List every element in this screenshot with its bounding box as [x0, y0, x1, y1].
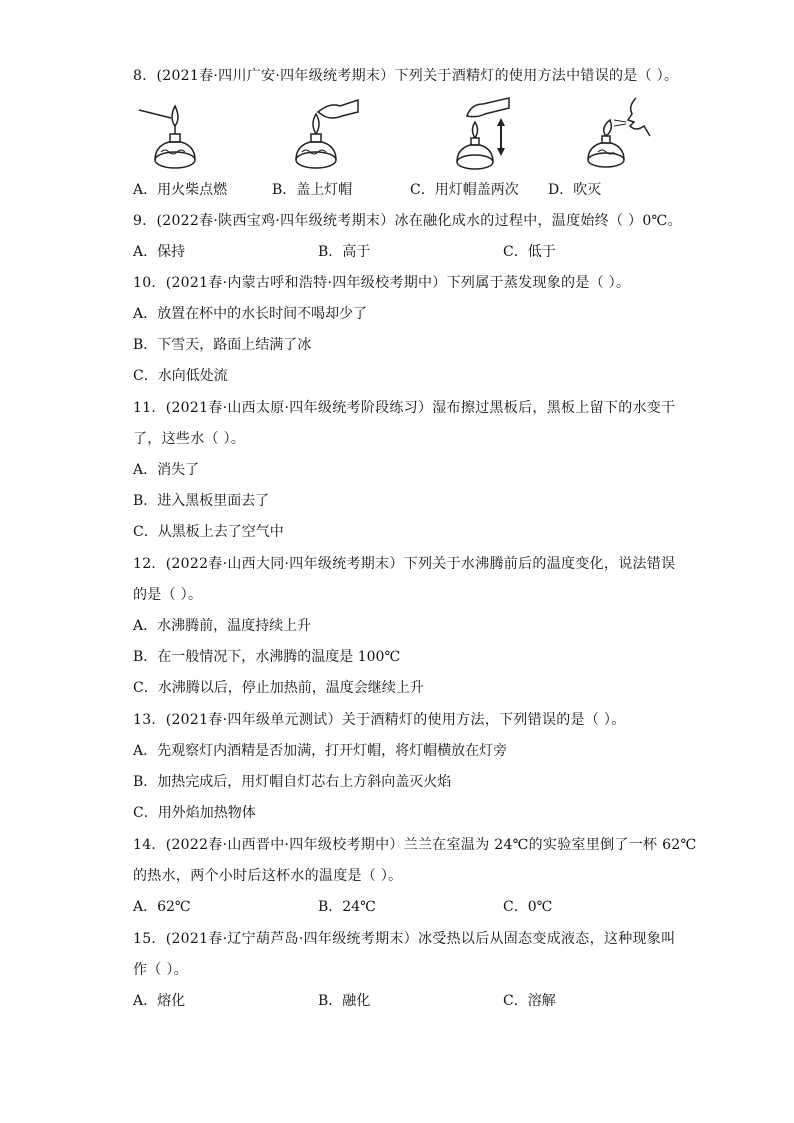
q9-stem-line-1: 9．(2022春·陕西宝鸡·四年级统考期末）冰在融化成水的过程中，温度始终（ ）0℃。	[133, 213, 682, 229]
q10-option-a: A．放置在杯中的水长时间不喝却少了	[133, 306, 368, 322]
q14-option-a: A．62℃	[133, 899, 191, 915]
q8-option-d: D．吹灭	[548, 182, 602, 198]
q14-option-c: C．0℃	[503, 899, 553, 915]
q13-option-c: C．用外焰加热物体	[133, 805, 256, 821]
alcohol-lamp-match-lit-icon	[135, 96, 215, 176]
q8-option-a: A．用火柴点燃	[133, 182, 228, 198]
q10-stem-line-1: 10．(2021春·内蒙古呼和浩特·四年级校考期中）下列属于蒸发现象的是（ ）。	[133, 275, 631, 291]
q8-stem-line-1: 8．(2021春·四川广安·四年级统考期末）下列关于酒精灯的使用方法中错误的是（ ）。	[133, 68, 679, 84]
alcohol-lamp-blow-out-icon	[580, 96, 660, 176]
q8-option-c: C．用灯帽盖两次	[410, 182, 519, 198]
q8-option-b: B．盖上灯帽	[272, 182, 353, 198]
q8-figures	[130, 96, 650, 176]
q10-option-c: C．水向低处流	[133, 368, 228, 384]
q11-option-b: B．进入黑板里面去了	[133, 493, 270, 509]
q10-option-b: B．下雪天，路面上结满了冰	[133, 337, 312, 353]
q15-stem-line-1: 15．(2021春·辽宁葫芦岛·四年级统考期末）冰受热以后从固态变成液态，这种现象叫	[133, 931, 676, 947]
q11-option-c: C．从黑板上去了空气中	[133, 524, 284, 540]
q14-option-b: B．24℃	[318, 899, 376, 915]
q12-option-c: C．水沸腾以后，停止加热前，温度会继续上升	[133, 680, 424, 696]
q13-stem-line-1: 13．(2021春·四年级单元测试）关于酒精灯的使用方法，下列错误的是（ ）。	[133, 712, 626, 728]
q13-option-a: A．先观察灯内酒精是否加满，打开灯帽，将灯帽横放在灯旁	[133, 743, 508, 759]
q9-option-b: B．高于	[318, 244, 371, 260]
q12-option-b: B．在一般情况下，水沸腾的温度是 100℃	[133, 649, 401, 665]
q12-stem-line-2: 的是（ ）。	[133, 587, 203, 603]
alcohol-lamp-cap-twice-icon	[445, 96, 525, 176]
q15-option-b: B．融化	[318, 993, 371, 1009]
q11-stem-line-1: 11．(2021春·山西太原·四年级统考阶段练习）湿布擦过黑板后，黑板上留下的水变干	[133, 400, 676, 416]
q9-option-c: C．低于	[503, 244, 556, 260]
q11-stem-line-2: 了，这些水（ ）。	[133, 431, 246, 447]
q12-stem-line-1: 12．(2022春·山西大同·四年级统考期末）下列关于水沸腾前后的温度变化，说法错误	[133, 556, 676, 572]
q15-option-a: A．熔化	[133, 993, 186, 1009]
q13-option-b: B．加热完成后，用灯帽自灯芯右上方斜向盖灭火焰	[133, 774, 452, 790]
q9-option-a: A．保持	[133, 244, 186, 260]
q15-option-c: C．溶解	[503, 993, 556, 1009]
q15-stem-line-2: 作（ ）。	[133, 962, 188, 978]
q14-stem-line-2: 的热水，两个小时后这杯水的温度是（ ）。	[133, 868, 403, 884]
alcohol-lamp-cap-on-icon	[280, 96, 360, 176]
q14-stem-line-1: 14．(2022春·山西晋中·四年级校考期中）兰兰在室温为 24℃的实验室里倒了一杯 62℃	[133, 837, 697, 853]
q12-option-a: A．水沸腾前，温度持续上升	[133, 618, 312, 634]
q11-option-a: A．消失了	[133, 462, 200, 478]
